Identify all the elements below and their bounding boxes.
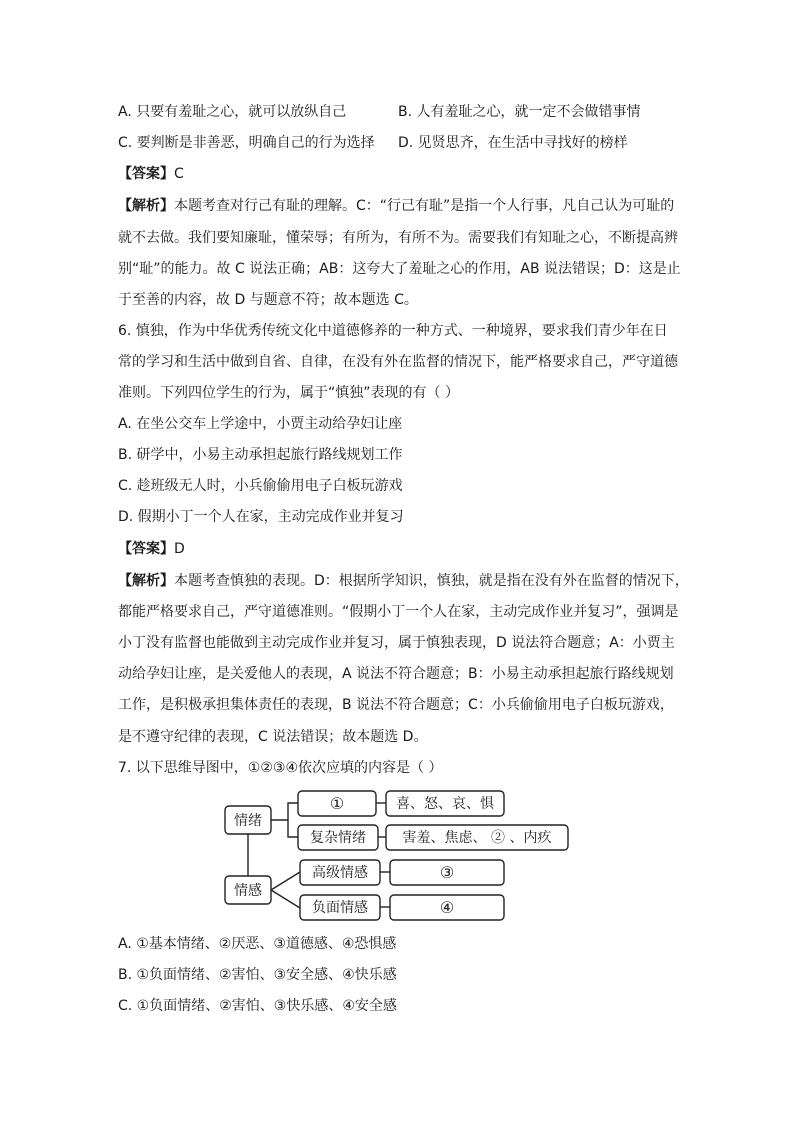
complex-emotion-label: 复杂情绪: [310, 830, 366, 846]
q6-analysis-line-2: 都能严格要求自己，严守道德准则。“假期小丁一个人在家，主动完成作业并复习”，强调是: [118, 604, 679, 620]
q6-stem-line-3: 准则。下列四位学生的行为，属于“慎独”表现的有（ ）: [118, 385, 459, 401]
q5-option-a: A. 只要有羞耻之心，就可以放纵自己: [118, 104, 347, 120]
q6-analysis-line-6: 是不遵守纪律的表现，C 说法错误；故本题选 D。: [118, 729, 428, 745]
q7-stem: 7. 以下思维导图中，①②③④依次应填的内容是（ ）: [118, 760, 443, 776]
q5-option-b: B. 人有羞耻之心，就一定不会做错事情: [398, 104, 641, 120]
q6-analysis-line-4: 动给孕妇让座，是关爱他人的表现，A 说法不符合题意；B：小易主动承担起旅行路线规划: [118, 666, 674, 682]
q5-analysis-line-2: 就不去做。我们要知廉耻，懂荣辱；有所为，有所不为。需要我们有知耻之心，不断提高辨: [118, 230, 678, 246]
q5-analysis-line-4: 于至善的内容，故 D 与题意不符；故本题选 C。: [118, 292, 418, 308]
analysis-text: 本题考查对行己有耻的理解。C：“行己有耻”是指一个人行事，凡自己认为可耻的: [174, 198, 675, 214]
analysis-label: 【解析】: [118, 573, 174, 589]
root-feeling-label: 情感: [234, 883, 262, 899]
basic-emotion-list: 喜、怒、哀、惧: [396, 796, 494, 812]
answer-label: 【答案】: [118, 541, 174, 557]
q6-stem-line-1: 6. 慎独，作为中华优秀传统文化中道德修养的一种方式、一种境界，要求我们青少年在日: [118, 323, 668, 339]
q6-stem-line-2: 常的学习和生活中做到自省、自律，在没有外在监督的情况下，能严格要求自己，严守道德: [118, 354, 678, 370]
q6-option-b: B. 研学中，小易主动承担起旅行路线规划工作: [118, 447, 403, 463]
q5-option-d: D. 见贤思齐，在生活中寻找好的榜样: [398, 135, 628, 151]
q6-option-d: D. 假期小丁一个人在家，主动完成作业并复习: [118, 509, 404, 525]
q6-analysis-line-5: 工作，是积极承担集体责任的表现，B 说法不符合题意；C：小兵偷偷用电子白板玩游戏，: [118, 697, 674, 713]
analysis-text: 本题考查慎独的表现。D：根据所学知识，慎独，就是指在没有外在监督的情况下，: [174, 573, 689, 589]
answer-value: C: [174, 166, 184, 182]
negative-feeling-label: 负面情感: [312, 900, 368, 916]
complex-emotion-list: 害羞、焦虑、 ② 、内疚: [402, 830, 552, 846]
q7-option-c: C. ①负面情绪、②害怕、③快乐感、④安全感: [118, 998, 397, 1014]
answer-value: D: [174, 541, 185, 557]
q6-analysis-line-3: 小丁没有监督也能做到主动完成作业并复习，属于慎独表现，D 说法符合题意；A：小贾主: [118, 635, 675, 651]
q7-option-b: B. ①负面情绪、②害怕、③安全感、④快乐感: [118, 967, 397, 983]
blank-3-label: ③: [439, 863, 455, 882]
q6-option-c: C. 趁班级无人时，小兵偷偷用电子白板玩游戏: [118, 478, 403, 494]
q6-option-a: A. 在坐公交车上学途中，小贾主动给孕妇让座: [118, 416, 403, 432]
q5-analysis-line-3: 别“耻”的能力。故 C 说法正确；AB：这夸大了羞耻之心的作用，AB 说法错误；D：这是止: [118, 261, 681, 277]
root-emotion-label: 情绪: [234, 813, 262, 829]
q7-option-a: A. ①基本情绪、②厌恶、③道德感、④恐惧感: [118, 936, 397, 952]
q5-option-c: C. 要判断是非善恶，明确自己的行为选择: [118, 135, 375, 151]
advanced-feeling-label: 高级情感: [312, 865, 368, 881]
answer-label: 【答案】: [118, 166, 174, 182]
blank-1-label: ①: [329, 794, 345, 813]
blank-4-label: ④: [439, 898, 455, 917]
analysis-label: 【解析】: [118, 198, 174, 214]
